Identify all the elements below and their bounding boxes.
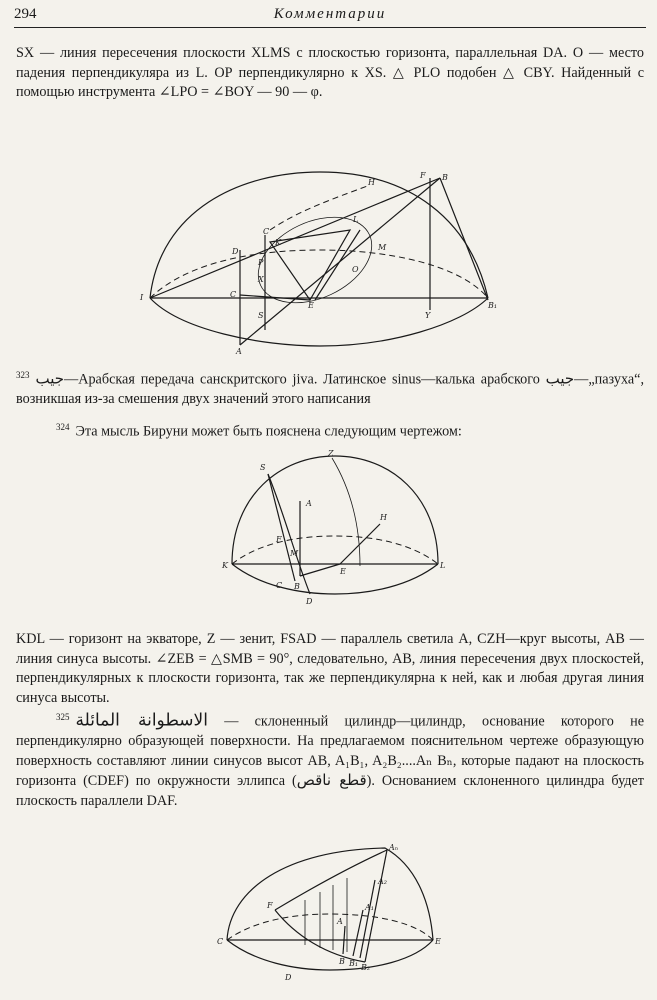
fig1-label-d: D xyxy=(232,247,239,256)
fig1-ellipse xyxy=(245,200,386,320)
fig2-label-k: K xyxy=(222,561,228,570)
fig1-line-bb1 xyxy=(440,178,488,300)
fig2-line-sm xyxy=(268,474,295,581)
fig2-label-f: F xyxy=(276,535,282,544)
note-323-number: 323 xyxy=(16,370,30,380)
note-324-number: 324 xyxy=(56,422,70,432)
note-325-arabic: الاسطوانة المائلة xyxy=(75,710,208,731)
fig2-label-h: H xyxy=(380,513,387,522)
fig2-label-m: M xyxy=(290,549,299,558)
fig1-horizon-back xyxy=(150,250,488,298)
note-323-arabic-2: جيب xyxy=(545,369,575,388)
fig1-label-c-top: C xyxy=(263,227,270,236)
fig2-label-a: A xyxy=(306,499,312,508)
fig1-label-s: S xyxy=(258,311,264,320)
figure-inclined-cylinder xyxy=(215,840,445,990)
fig3-horizon-front xyxy=(227,940,433,970)
fig1-label-b: B xyxy=(442,173,448,182)
fig2-parallel-fsad xyxy=(268,474,310,594)
fig1-label-f: F xyxy=(420,171,426,180)
fig1-label-o: O xyxy=(352,265,359,274)
fig3-label-f: F xyxy=(267,901,273,910)
fig2-altitude-circle xyxy=(332,458,360,566)
fig3-label-a2: A₂ xyxy=(378,877,387,886)
note-323-text-1: —Арабская передача санскритского jiva. Латинское sinus—калька арабского xyxy=(64,371,540,388)
fig3-label-a: A xyxy=(337,917,343,926)
fig2-line-be xyxy=(300,564,340,576)
fig3-label-b1: B₁ xyxy=(349,959,359,968)
fig2-horizon-back xyxy=(232,536,438,564)
fig1-label-e: E xyxy=(308,301,314,310)
fig1-label-b1: B₁ xyxy=(488,301,498,310)
running-title: Комментарии xyxy=(273,6,387,22)
fig2-label-l: L xyxy=(440,561,446,570)
fig2-label-c: C xyxy=(276,581,283,590)
fig1-label-h: H xyxy=(368,178,375,187)
header-rule xyxy=(14,27,646,28)
fig3-horizon-back xyxy=(227,914,433,940)
fig1-label-i: I xyxy=(140,293,144,302)
paragraph-kdl-text: KDL — горизонт на экваторе, Z — зенит, FSAD — параллель светила A, CZH—круг высоты, AB — линия синуса высоты. ∠ZEB = △SMB = 90°, следовательно, AB, линия пересечения двух плоскостей, перпендикулярных к плоскости горизонта, так же перпендикулярна к ней, как и любая другая линия синуса высоты. xyxy=(16,631,644,706)
page-number: 294 xyxy=(14,6,37,22)
fig3-label-a1: A₁ xyxy=(365,903,374,912)
fig3-label-b2: B₂ xyxy=(361,963,371,972)
fig3-label-d: D xyxy=(285,973,292,982)
figure-equator-horizon xyxy=(220,446,450,606)
fig3-label-an: Aₙ xyxy=(389,843,399,852)
figure-equator-horizon-drawing xyxy=(220,446,450,606)
figure-inclined-cylinder-drawing xyxy=(215,840,445,990)
fig1-horizon-front xyxy=(150,298,488,346)
fig3-meridian-arc xyxy=(227,848,433,940)
note-324-text: Эта мысль Бируни может быть пояснена следующим чертежом: xyxy=(75,423,462,440)
note-325-text-1: — склоненный цилиндр—цилиндр, основание которого не перпендикулярно образующей поверхности. На предлагаемом пояснительном чертеже образующую поверхность составляют линии синусов высот AB, A₁B₁, A₂B₂....Aₙ Bₙ, которые падают на плоскость горизонта (CDEF) по окружности эллипса ( xyxy=(16,713,644,790)
note-325-arabic-2: قطع ناقص xyxy=(296,771,367,790)
fig2-horizon-front xyxy=(232,564,438,594)
note-325-text-2: ). Основанием склоненного цилиндра будет плоскость параллели DAF. xyxy=(16,773,644,809)
paragraph-intro-text: SX — линия пересечения плоскости XLMS с плоскостью горизонта, параллельная DA. O — место падения перпендикуляра из L. OP перпендикулярно к XS. △ PLO подобен △ CBY. Найденный с помощью инструмента ∠LPO = ∠BOY — 90 — φ. xyxy=(16,45,644,100)
fig1-label-x: X xyxy=(258,275,264,284)
fig2-label-e: E xyxy=(340,567,346,576)
fig2-label-d: D xyxy=(306,597,313,606)
fig1-label-a: A xyxy=(236,347,242,356)
fig1-label-p: P xyxy=(258,258,264,267)
fig1-label-k: K xyxy=(275,238,281,247)
fig1-label-m: M xyxy=(378,243,387,252)
fig1-label-l: L xyxy=(353,215,359,224)
note-324 xyxy=(16,418,644,442)
fig2-label-z: Z xyxy=(328,449,334,458)
paragraph-intro xyxy=(16,44,644,103)
figure-sphere-instrument-drawing xyxy=(120,150,500,360)
fig1-label-y: Y xyxy=(425,311,431,320)
paragraph-kdl xyxy=(16,630,644,708)
fig2-meridian-arc xyxy=(232,456,438,564)
note-325-number: 325 xyxy=(56,712,70,722)
fig2-label-s: S xyxy=(260,463,266,472)
fig3-label-b: B xyxy=(339,957,345,966)
note-323 xyxy=(16,366,644,410)
fig3-parallel-daf xyxy=(275,850,387,910)
figure-sphere-instrument xyxy=(120,150,500,360)
page-header xyxy=(14,4,646,28)
note-323-text-2: —„пазуха“, возникшая из-за смешения двух значений этого написания xyxy=(16,371,644,408)
note-323-arabic-1: جيب xyxy=(35,369,65,388)
fig3-label-c: C xyxy=(217,937,224,946)
note-325 xyxy=(16,708,644,811)
fig2-label-b: B xyxy=(294,582,300,591)
fig1-label-c: C xyxy=(230,290,237,299)
fig3-label-e: E xyxy=(435,937,441,946)
